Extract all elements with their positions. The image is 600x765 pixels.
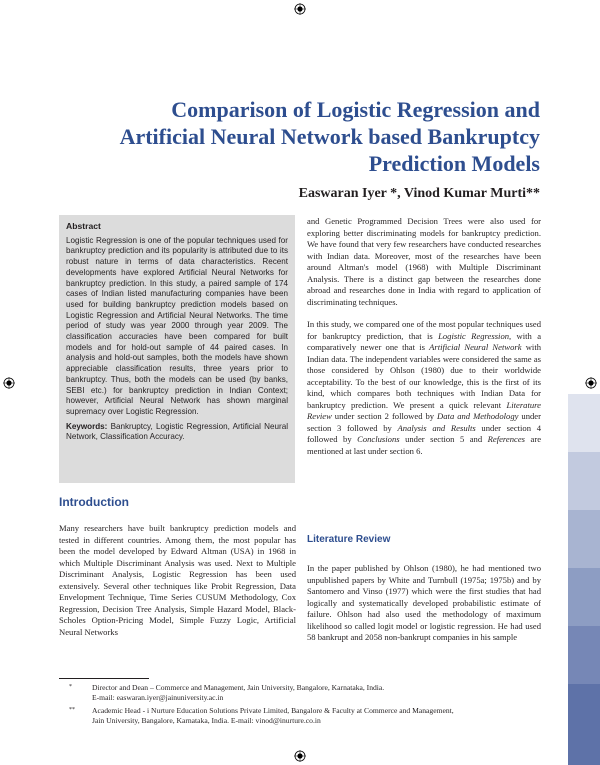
side-tab-3 <box>568 510 600 568</box>
side-tab-2 <box>568 452 600 510</box>
literature-review-body <box>307 563 541 644</box>
introduction-body <box>59 523 296 638</box>
keywords-label: Keywords: <box>66 421 108 431</box>
footnote-1-mark: * <box>69 684 72 690</box>
authors: Easwaran Iyer *, Vinod Kumar Murti** <box>298 186 540 201</box>
registration-mark-bottom <box>294 750 306 762</box>
side-tab-4 <box>568 568 600 626</box>
registration-mark-left <box>3 377 15 389</box>
side-tab-5 <box>568 626 600 684</box>
abstract-heading: Abstract <box>66 221 101 231</box>
footnote-2-mark: ** <box>69 707 75 713</box>
footnote-1-line-1: Director and Dean – Commerce and Management, Jain University, Bangalore, Karnataka, India. <box>92 683 385 692</box>
abstract-text: Logistic Regression is one of the popular techniques used for bankruptcy prediction and its popularity is attributed due to its robust nature in terms of data characteristics. Recent developments have explored Artificial Neural Networks for bankruptcy prediction. In this study, a paired sample of 174 cases of Indian listed manufacturing companies have been used for building bankruptcy prediction models based on Logistic Regression and Artificial Neural Networks. The time period of study was year 2000 through year 2009. The classification accuracies have been compared for built models and for hold-out sample of 44 paired cases. In analysis and hold-out samples, both the models have shown appreciable classification results, three years prior to bankruptcy. Thus, both the models can be used (by banks, SEBI etc.) for bankruptcy prediction in Indian Context; however, Artificial Neural Network has shown marginal supremacy over Logistic Regression. <box>66 235 288 416</box>
title-line-3: Prediction Models <box>368 151 540 176</box>
literature-review-heading: Literature Review <box>307 534 391 545</box>
right-paragraph-2: In this study, we compared one of the most popular techniques used for bankruptcy prediction, that is Logistic Regression, with a comparatively newer one that is Artificial Neural Network with Indian data. The independent variables were considered the same as those considered by Ohlson (1980) due to their worldwide acceptability. To the best of our knowledge, this is the first of its kind, which compares both techniques with Indian Data for bankruptcy prediction. We present a quick relevant Literature Review under section 2 followed by Data and Methodology under section 3 followed by Analysis and Results under section 4 followed by Conclusions under section 5 and References are mentioned at last under section 6. <box>307 319 542 456</box>
footnote-rule <box>59 678 149 679</box>
right-paragraph-1: and Genetic Programmed Decision Trees were also used for exploring better discriminating models for bankruptcy prediction. We have found that very few researchers have conducted researches with Indian data. Moreover, most of the researches have been around Altman's model (1968) with Multiple Discriminant Analysis. There is a distinct gap between the researches done abroad and researches done in India with regard to application of discriminating techniques. <box>307 216 541 307</box>
title-line-1: Comparison of Logistic Regression and <box>171 97 540 122</box>
right-column-body <box>307 216 541 457</box>
registration-mark-top <box>294 3 306 15</box>
introduction-heading: Introduction <box>59 495 129 509</box>
keywords <box>66 422 288 443</box>
literature-paragraph: In the paper published by Ohlson (1980), he had mentioned two unpublished papers by White and Turnbull (1975a; 1975b) and by Santomero and Vinso (1977) which were the first studies that had logically and systematically developed probabilistic estimate of failure. Ohlson had also used the methodology of maximum likelihood so called logit model or logistic regression. He had used 58 bankrupt and 2058 non-bankrupt companies in his sample <box>307 563 541 642</box>
abstract-box <box>59 215 295 483</box>
registration-mark-right <box>585 377 597 389</box>
side-tab-6 <box>568 684 600 765</box>
paper-title <box>100 96 540 177</box>
footnote-2-line-1: Academic Head - i Nurture Education Solutions Private Limited, Bangalore & Faculty at Commerce and Management, <box>92 706 454 715</box>
footnote-2 <box>59 706 549 726</box>
footnote-1 <box>59 683 549 703</box>
footnote-2-line-2: Jain University, Bangalore, Karnataka, India. E-mail: vinod@inurture.co.in <box>92 716 321 725</box>
side-tab-1 <box>568 394 600 452</box>
introduction-paragraph: Many researchers have built bankruptcy prediction models and tested in different countries. Among them, the most popular has been the model developed by Edward Altman (USA) in 1968 in which Multiple Discriminant Analysis was used. Next to Multiple Discriminant Analysis, Logistic Regression has been used extensively. Several other techniques like Probit Regression, Data Envelopment Technique, Time Series CUSUM Methodology, Cox Regression, Decision Tree Analysis, Simple Hazard Model, Black-Scholes Option-Pricing Model, Simple Fuzzy Logic, Artificial Neural Networks <box>59 523 296 637</box>
keywords-text: Bankruptcy, Logistic Regression, Artificial Neural Network, Classification Accuracy. <box>66 421 288 442</box>
title-line-2: Artificial Neural Network based Bankruptcy <box>119 124 540 149</box>
footnote-1-line-2: E-mail: easwaran.iyer@jainuniversity.ac.in <box>92 693 224 702</box>
